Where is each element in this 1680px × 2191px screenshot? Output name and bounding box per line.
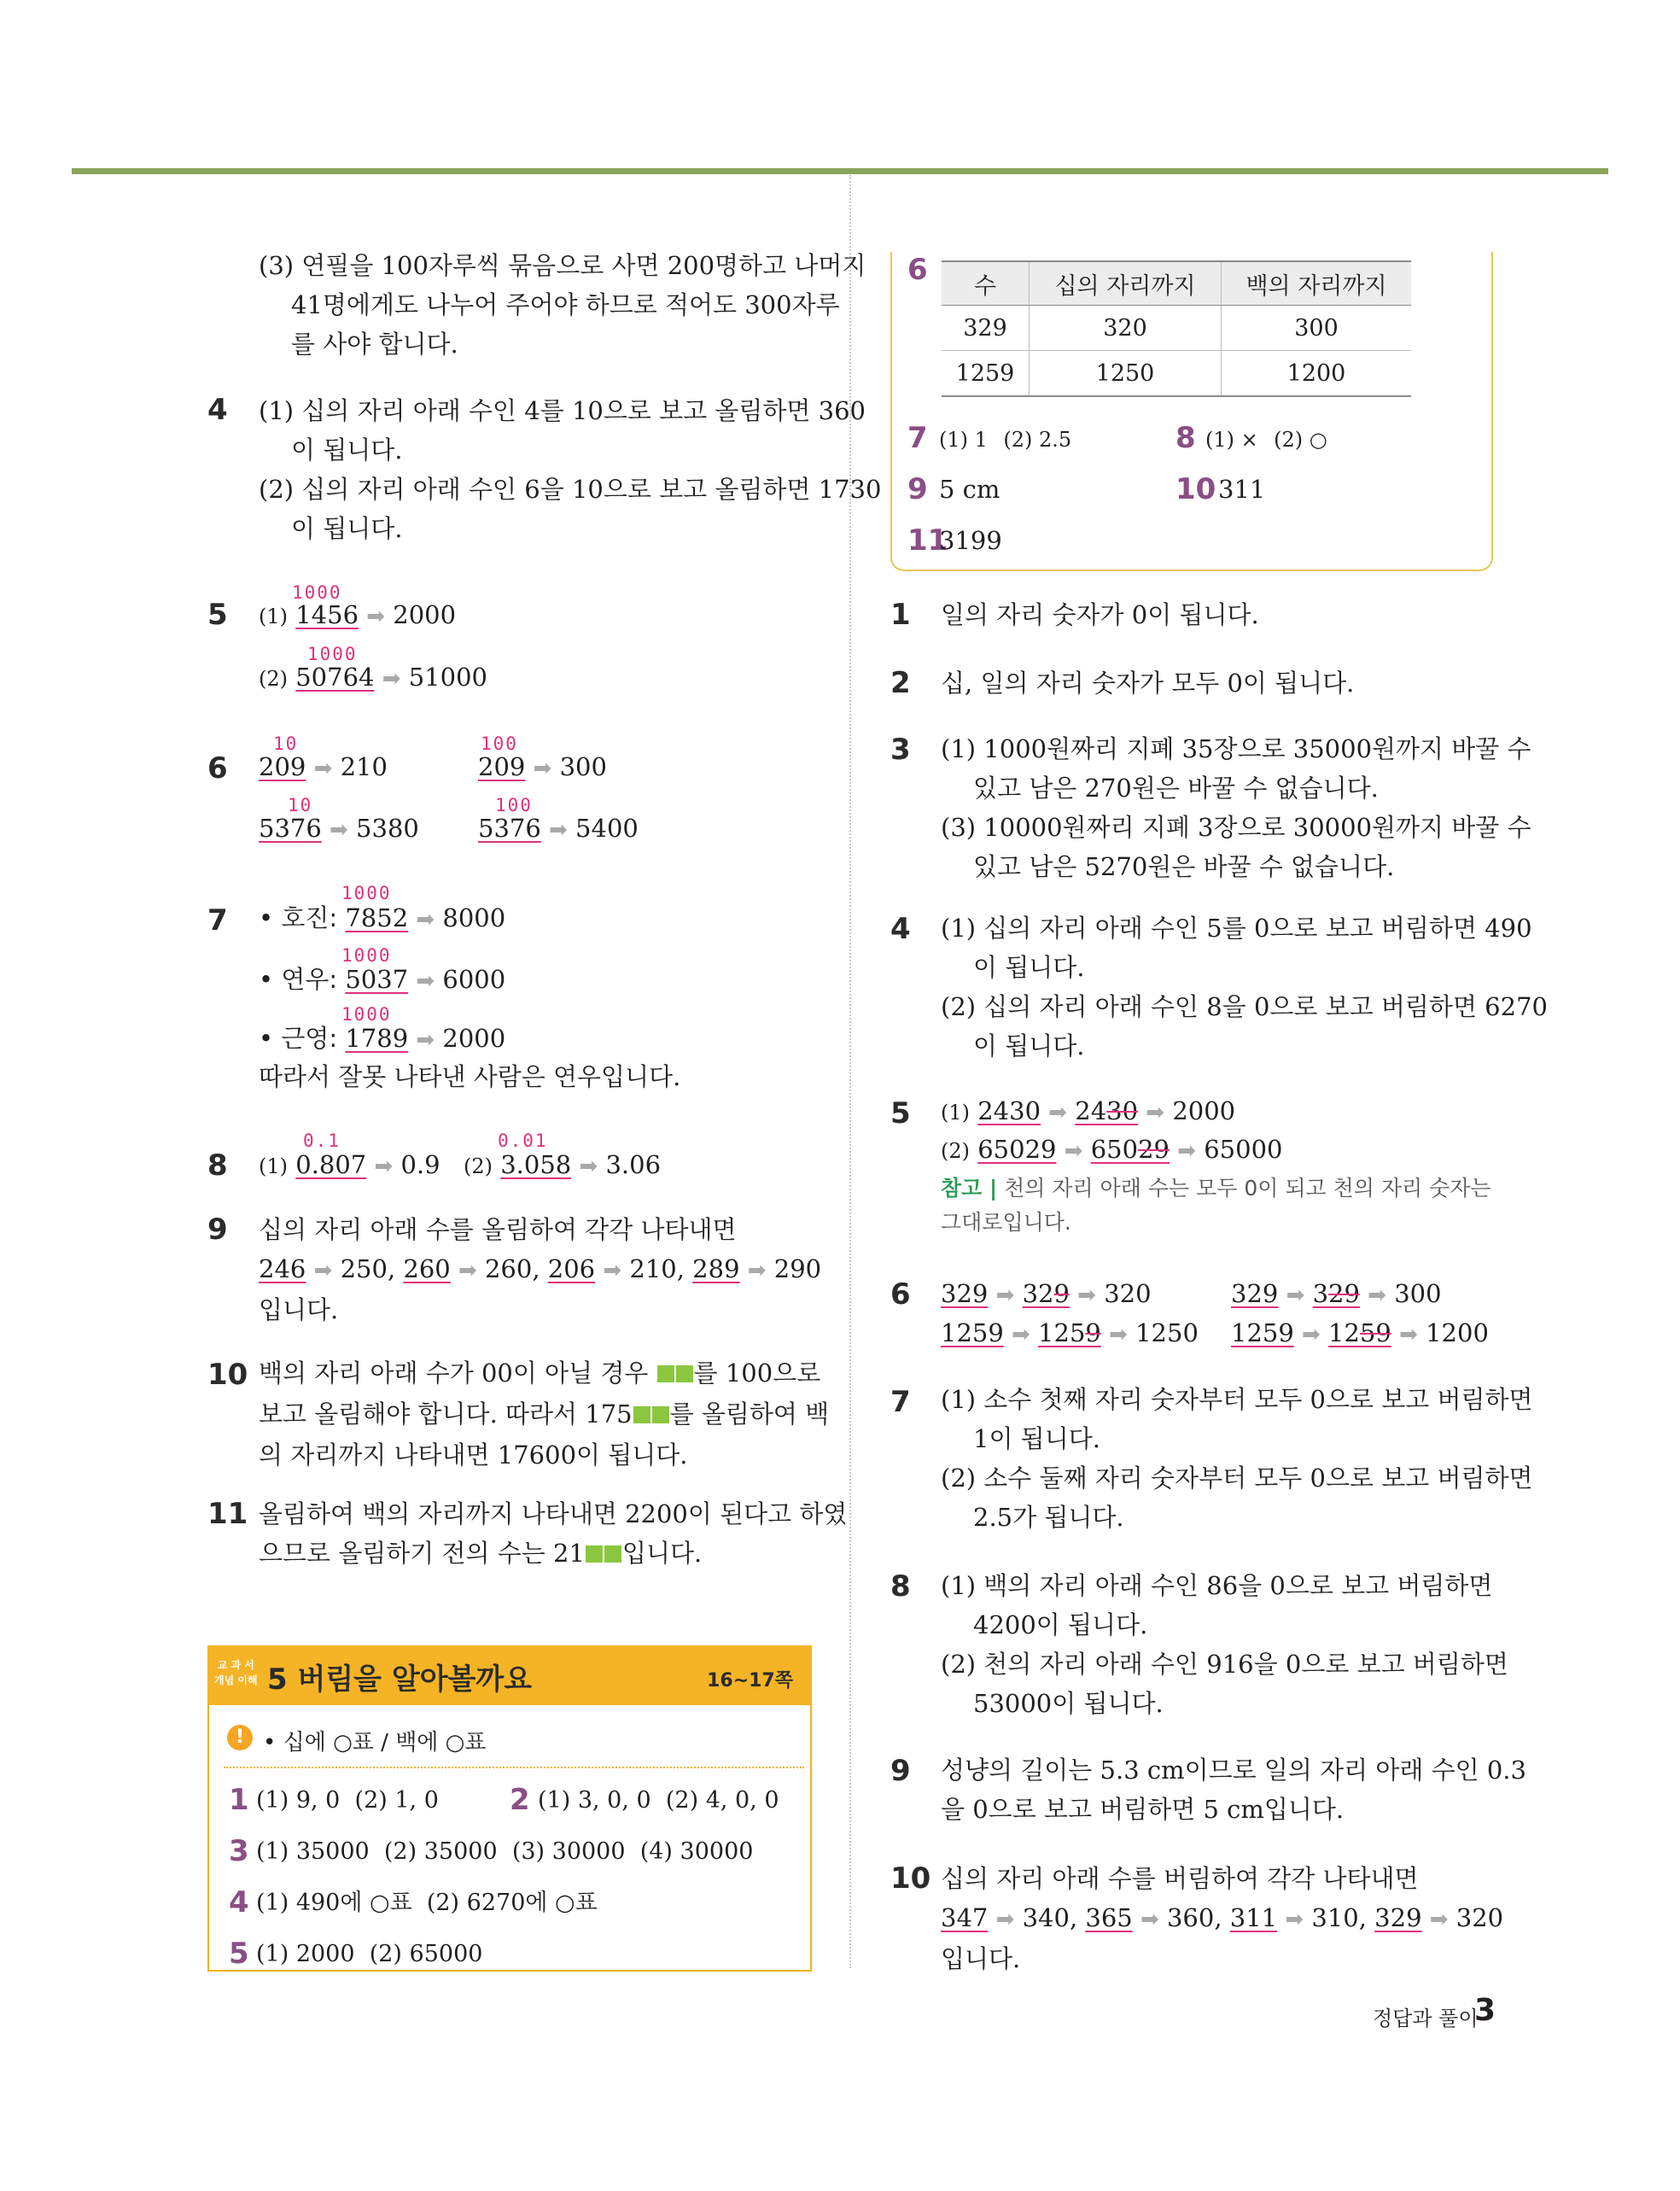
question-number: 10 [890, 1861, 931, 1896]
question-number: 6 [207, 751, 228, 786]
question-number: 5 [890, 1096, 911, 1131]
arrow-icon: ➡ [366, 604, 386, 629]
q6-b: 209 ➡ 300 [478, 752, 607, 781]
box-answer-10: 311 [1218, 475, 1266, 504]
r-q9-answer: 성냥의 길이는 5.3 cm이므로 일의 자리 아래 수인 0.3 을 0으로 보고 버림하면 5 cm입니다. [941, 1756, 1526, 1824]
concept-number: 2 [510, 1783, 530, 1817]
box-answer-9: 5 cm [939, 475, 1000, 504]
question-number: 9 [890, 1754, 911, 1788]
arrow-icon: ➡ [995, 1907, 1015, 1932]
arrow-icon: ➡ [416, 968, 435, 994]
question-number: 4 [890, 912, 911, 946]
question-number: 5 [207, 598, 228, 632]
concept-number: 4 [229, 1885, 249, 1919]
question-number: 7 [207, 903, 228, 938]
r-q4-answer: (1) 십의 자리 아래 수인 5를 0으로 보고 버림하면 490 이 됩니다. (2) 십의 자리 아래 수인 8을 0으로 보고 버림하면 6270 이 됩니다. [941, 914, 1548, 1060]
question-number: 11 [207, 1497, 248, 1531]
arrow-icon: ➡ [1286, 1282, 1305, 1308]
concept-number: 1 [229, 1783, 249, 1817]
r-q10-answer: 십의 자리 아래 수를 버림하여 각각 나타내면 347 ➡ 340, 365 ➡ 360, 311 ➡ 310, 329 ➡ 320 입니다. [941, 1864, 1504, 1973]
roundup-mark: 10 [288, 795, 313, 815]
q7-line2: • 연우: 5037 ➡ 6000 [259, 965, 506, 994]
box-number: 7 [907, 421, 928, 455]
question-number: 7 [890, 1385, 911, 1419]
concept-title: 5 버림을 알아볼까요 [267, 1662, 533, 1697]
roundup-mark: 1000 [341, 1004, 392, 1025]
arrow-icon: ➡ [374, 1154, 394, 1179]
r-q6-d: 1259 ➡ 1259 ➡ 1200 [1231, 1318, 1489, 1347]
square-icon [652, 1406, 669, 1423]
roundup-mark: 100 [495, 795, 533, 815]
r-q3-answer: (1) 1000원짜리 지폐 35장으로 35000원까지 바꿀 수 있고 남은 270원은 바꿀 수 없습니다. (3) 10000원짜리 지폐 3장으로 30000원까지 바꿀 수 있고 남은 5270원은 바꿀 수 없습니다. [941, 734, 1531, 881]
q5-line2: (2) 50764 ➡ 51000 [259, 663, 487, 692]
r-q8-answer: (1) 백의 자리 아래 수인 86을 0으로 보고 버림하면 4200이 됩니다. (2) 천의 자리 아래 수인 916을 0으로 보고 버림하면 53000이 됩니다. [941, 1571, 1508, 1718]
square-icon [604, 1545, 621, 1563]
arrow-icon: ➡ [416, 1027, 435, 1053]
arrow-icon: ➡ [1177, 1138, 1196, 1164]
question-number: 3 [890, 733, 911, 767]
r-q2-answer: 십, 일의 자리 숫자가 모두 0이 됩니다. [941, 669, 1355, 698]
note-label: 참고 | [941, 1176, 998, 1201]
arrow-icon: ➡ [382, 666, 401, 692]
r-q6-a: 329 ➡ 329 ➡ 320 [941, 1279, 1152, 1308]
question-number: 6 [890, 1277, 911, 1312]
rounding-table [942, 260, 1411, 397]
dotted-separator [224, 1767, 804, 1768]
roundup-mark: 100 [481, 733, 518, 754]
arrow-icon: ➡ [1012, 1322, 1030, 1347]
r-q6-b: 329 ➡ 329 ➡ 300 [1231, 1279, 1442, 1308]
concept-pages: 16~17쪽 [707, 1670, 793, 1691]
box-number: 9 [907, 472, 928, 506]
r-q6-c: 1259 ➡ 1259 ➡ 1250 [941, 1318, 1199, 1347]
q11-answer: 올림하여 백의 자리까지 나타내면 2200이 된다고 하였 으므로 올림하기 전의 수는 21 입니다. [259, 1499, 848, 1568]
q5-line1: (1) 1456 ➡ 2000 [259, 600, 457, 629]
q8-b: (2) 3.058 ➡ 3.06 [464, 1150, 662, 1179]
box-number: 11 [907, 523, 948, 558]
arrow-icon: ➡ [995, 1282, 1015, 1308]
box-answer-8: (1) × (2) ○ [1205, 428, 1327, 452]
page-number: 3 [1474, 1993, 1496, 2028]
question-number: 8 [890, 1569, 911, 1604]
concept-tag: 교 과 서 개념 이해 [214, 1659, 258, 1686]
arrow-icon: ➡ [313, 1258, 333, 1283]
arrow-icon: ➡ [533, 756, 552, 781]
q6-a: 209 ➡ 210 [259, 752, 388, 781]
q6-d: 5376 ➡ 5400 [478, 814, 639, 843]
arrow-icon: ➡ [458, 1258, 477, 1283]
question-number: 1 [890, 598, 911, 632]
concept-row-2: (1) 35000 (2) 35000 (3) 30000 (4) 30000 [256, 1838, 754, 1865]
arrow-icon: ➡ [1302, 1322, 1321, 1347]
square-icon [586, 1545, 603, 1563]
arrow-icon: ➡ [549, 817, 568, 843]
question-number: 9 [207, 1212, 228, 1247]
concept-row-1: (1) 9, 0 (2) 1, 0 [256, 1787, 439, 1814]
box-number: 6 [907, 253, 928, 287]
arrow-icon: ➡ [1140, 1907, 1159, 1932]
r-q1-answer: 일의 자리 숫자가 0이 됩니다. [941, 600, 1259, 629]
q3-part3: (3) 연필을 100자루씩 묶음으로 사면 200명하고 나머지 41명에게도 나누어 주어야 하므로 적어도 300자루 를 사야 합니다. [259, 251, 866, 359]
box-number: 10 [1175, 472, 1216, 506]
arrow-icon: ➡ [1146, 1100, 1165, 1125]
roundup-mark: 10 [273, 733, 299, 754]
roundup-mark: 1000 [307, 644, 358, 664]
table-row: 329 320 300 [942, 306, 1411, 351]
arrow-icon: ➡ [1064, 1138, 1083, 1164]
arrow-icon: ➡ [1285, 1907, 1304, 1932]
r-q5-line1: (1) 2430 ➡ 2430 ➡ 2000 [941, 1096, 1236, 1125]
table-header-row: 수 십의 자리까지 백의 자리까지 [942, 261, 1411, 306]
q7-line1: • 호진: 7852 ➡ 8000 [259, 903, 506, 932]
q6-c: 5376 ➡ 5380 [259, 814, 419, 843]
arrow-icon: ➡ [313, 756, 333, 781]
r-q5-note: 참고 | 천의 자리 아래 수는 모두 0이 되고 천의 자리 숫자는 그대로입니다. [941, 1176, 1491, 1235]
r-q5-line2: (2) 65029 ➡ 65029 ➡ 65000 [941, 1135, 1283, 1164]
square-icon [657, 1365, 674, 1382]
q9-answer: 십의 자리 아래 수를 올림하여 각각 나타내면 246 ➡ 250, 260 ➡ 260, 206 ➡ 210, 289 ➡ 290 입니다. [259, 1215, 822, 1324]
question-number: 4 [207, 393, 228, 427]
q7-line3: • 근영: 1789 ➡ 2000 [259, 1024, 506, 1053]
question-number: 2 [890, 666, 911, 700]
arrow-icon: ➡ [330, 817, 348, 843]
roundup-mark: 1000 [341, 883, 392, 903]
arrow-icon: ➡ [579, 1154, 598, 1179]
top-rule [72, 168, 1608, 174]
roundup-mark: 0.01 [498, 1131, 548, 1151]
roundup-mark: 0.1 [303, 1131, 341, 1151]
box-answer-7: (1) 1 (2) 2.5 [939, 428, 1072, 452]
concept-row-1b: (1) 3, 0, 0 (2) 4, 0, 0 [538, 1787, 779, 1814]
square-icon [676, 1365, 693, 1382]
table-row: 1259 1250 1200 [942, 351, 1411, 397]
footer-label: 정답과 풀이 [1373, 2007, 1479, 2030]
alert-icon: ! [227, 1725, 253, 1750]
q10-answer: 백의 자리 아래 수가 00이 아닐 경우 를 100으로 보고 올림해야 합니다. 따라서 175 를 올림하여 백 의 자리까지 나타내면 17600이 됩니다. [259, 1358, 830, 1469]
arrow-icon: ➡ [747, 1258, 767, 1283]
arrow-icon: ➡ [1368, 1282, 1386, 1308]
arrow-icon: ➡ [603, 1258, 622, 1283]
question-number: 8 [207, 1148, 228, 1183]
box-answer-11: 3199 [939, 526, 1002, 555]
arrow-icon: ➡ [416, 907, 435, 932]
arrow-icon: ➡ [1399, 1322, 1418, 1347]
arrow-icon: ➡ [1429, 1907, 1449, 1932]
q4-answer: (1) 십의 자리 아래 수인 4를 10으로 보고 올림하면 360 이 됩니다. (2) 십의 자리 아래 수인 6을 10으로 보고 올림하면 1730 이 됩니다. [259, 396, 882, 543]
q7-conclusion: 따라서 잘못 나타낸 사람은 연우입니다. [259, 1062, 681, 1091]
roundup-mark: 1000 [341, 945, 392, 966]
arrow-icon: ➡ [1077, 1282, 1096, 1308]
roundup-mark: 1000 [292, 582, 342, 603]
concept-header [207, 1645, 812, 1705]
square-icon [633, 1406, 650, 1423]
concept-row-4: (1) 2000 (2) 65000 [256, 1941, 483, 1967]
q8-a: (1) 0.807 ➡ 0.9 [259, 1150, 440, 1179]
concept-hint: • 십에 ○표 / 백에 ○표 [263, 1730, 487, 1756]
question-number: 10 [207, 1358, 248, 1392]
concept-number: 5 [229, 1937, 249, 1971]
r-q7-answer: (1) 소수 첫째 자리 숫자부터 모두 0으로 보고 버림하면 1이 됩니다. (2) 소수 둘째 자리 숫자부터 모두 0으로 보고 버림하면 2.5가 됩니다. [941, 1385, 1533, 1532]
concept-number: 3 [229, 1834, 249, 1868]
box-number: 8 [1175, 421, 1196, 455]
concept-row-3: (1) 490에 ○표 (2) 6270에 ○표 [256, 1890, 598, 1916]
arrow-icon: ➡ [1048, 1100, 1068, 1125]
arrow-icon: ➡ [1109, 1322, 1128, 1347]
